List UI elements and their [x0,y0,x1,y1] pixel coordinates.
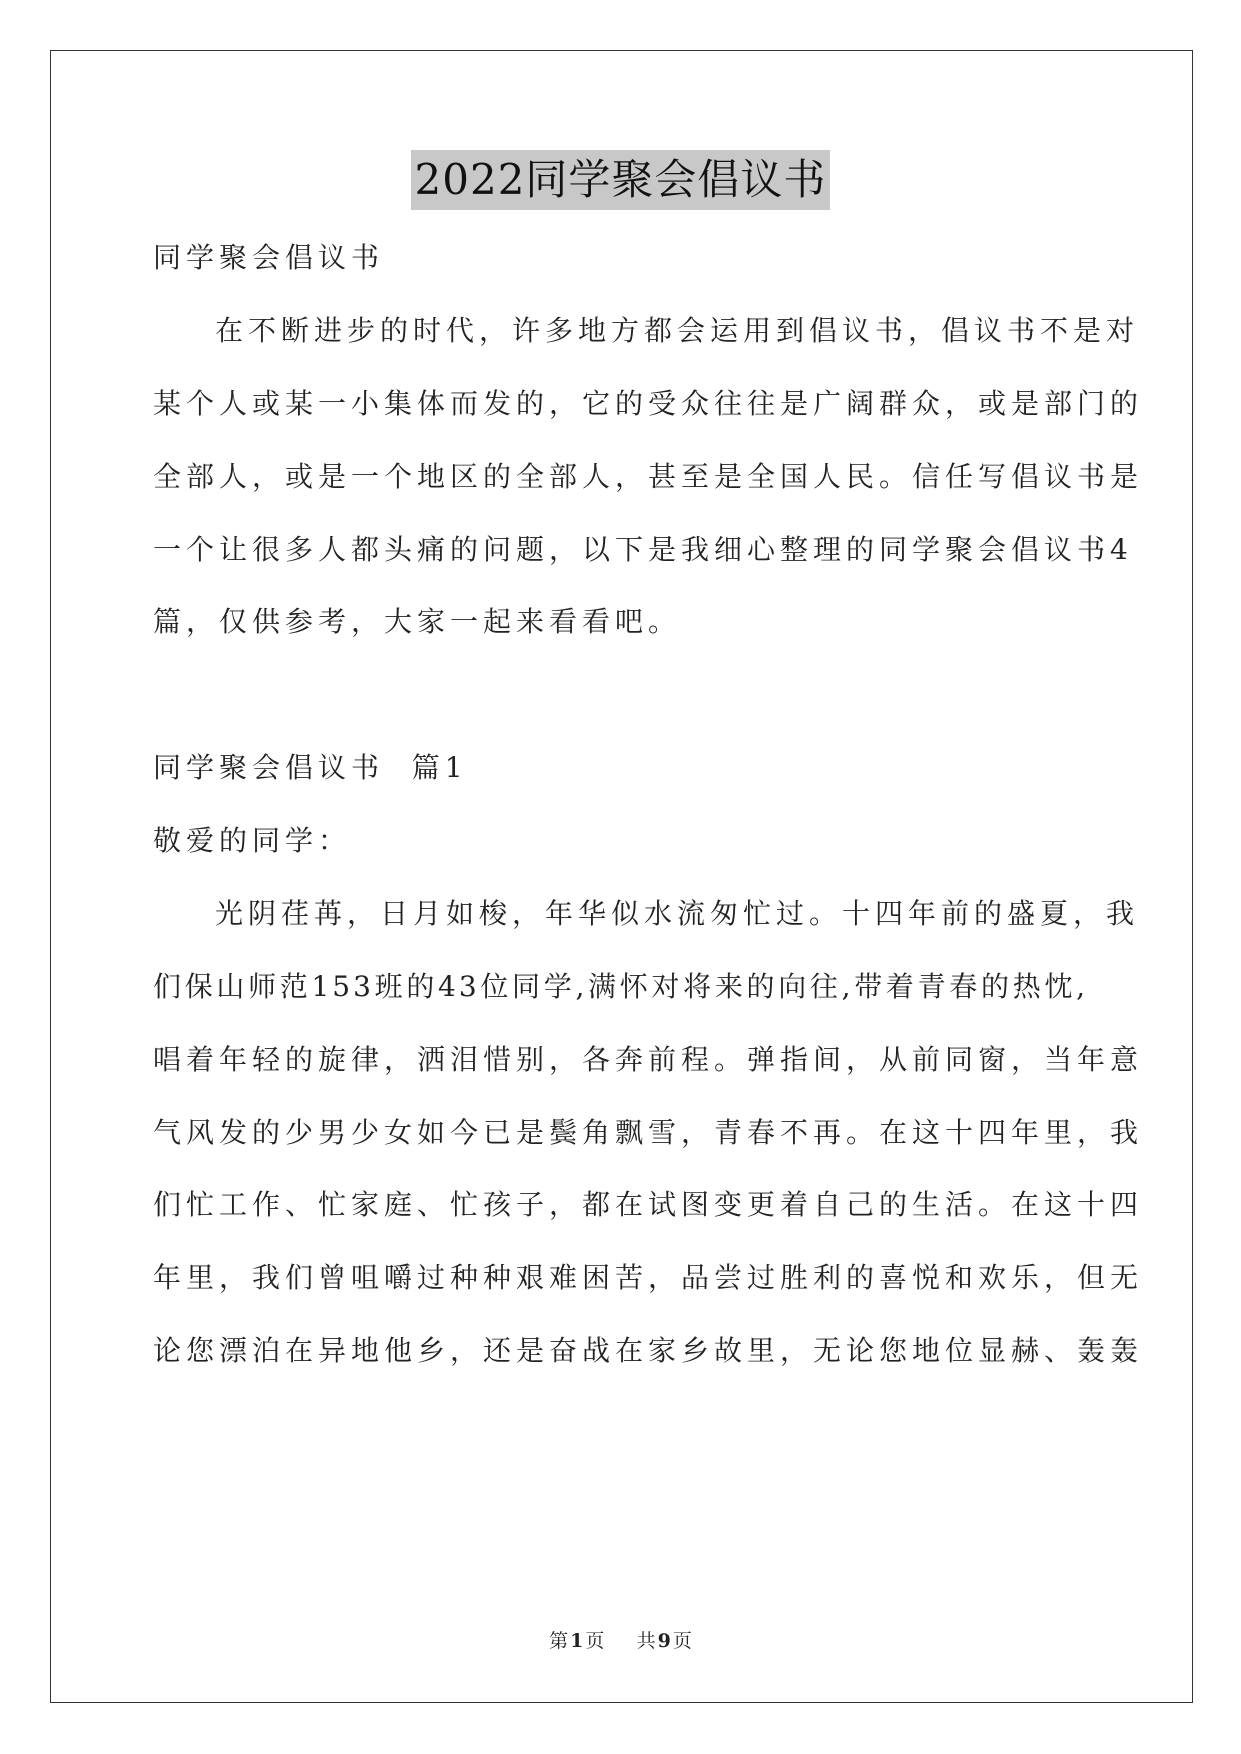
total-prefix: 共 [636,1630,656,1652]
body-line: 们忙工作、忙家庭、忙孩子，都在试图变更着自己的生活。在这十四 [153,1188,1144,1221]
intro-line: 某个人或某一小集体而发的，它的受众往往是广阔群众，或是部门的 [153,387,1144,420]
total-number: 9 [657,1630,671,1652]
page-border [50,50,1193,1703]
body-line: 光阴荏苒，日月如梭，年华似水流匆忙过。十四年前的盛夏，我 [215,897,1140,930]
intro-line: 一个让很多人都头痛的问题，以下是我细心整理的同学聚会倡议书4 [153,533,1133,566]
body-line: 气风发的少男少女如今已是鬓角飘雪，青春不再。在这十四年里，我 [153,1116,1144,1149]
total-indicator [635,1630,694,1652]
page-indicator [547,1630,606,1652]
intro-line: 篇，仅供参考，大家一起来看看吧。 [153,605,682,638]
title-container [0,150,1241,210]
page-footer [0,1628,1241,1654]
body-line: 论您漂泊在异地他乡，还是奋战在家乡故里，无论您地位显赫、轰轰 [153,1334,1144,1367]
document-subtitle: 同学聚会倡议书 [153,241,385,274]
intro-line: 在不断进步的时代，许多地方都会运用到倡议书，倡议书不是对 [215,314,1140,347]
intro-line: 全部人，或是一个地区的全部人，甚至是全国人民。信任写倡议书是 [153,460,1144,493]
total-suffix: 页 [672,1630,692,1652]
body-line: 年里，我们曾咀嚼过种种艰难困苦，品尝过胜利的喜悦和欢乐，但无 [153,1261,1144,1294]
salutation: 敬爱的同学： [153,824,352,857]
document-title: 2022同学聚会倡议书 [411,150,831,210]
page-suffix: 页 [585,1630,605,1652]
section-heading: 同学聚会倡议书 篇1 [153,751,468,784]
body-line: 们保山师范153班的43位同学,满怀对将来的向往,带着青春的热忱, [153,970,1088,1003]
body-line: 唱着年轻的旋律，洒泪惜别，各奔前程。弹指间，从前同窗，当年意 [153,1043,1144,1076]
page-prefix: 第 [549,1630,569,1652]
page-number: 1 [570,1630,584,1652]
